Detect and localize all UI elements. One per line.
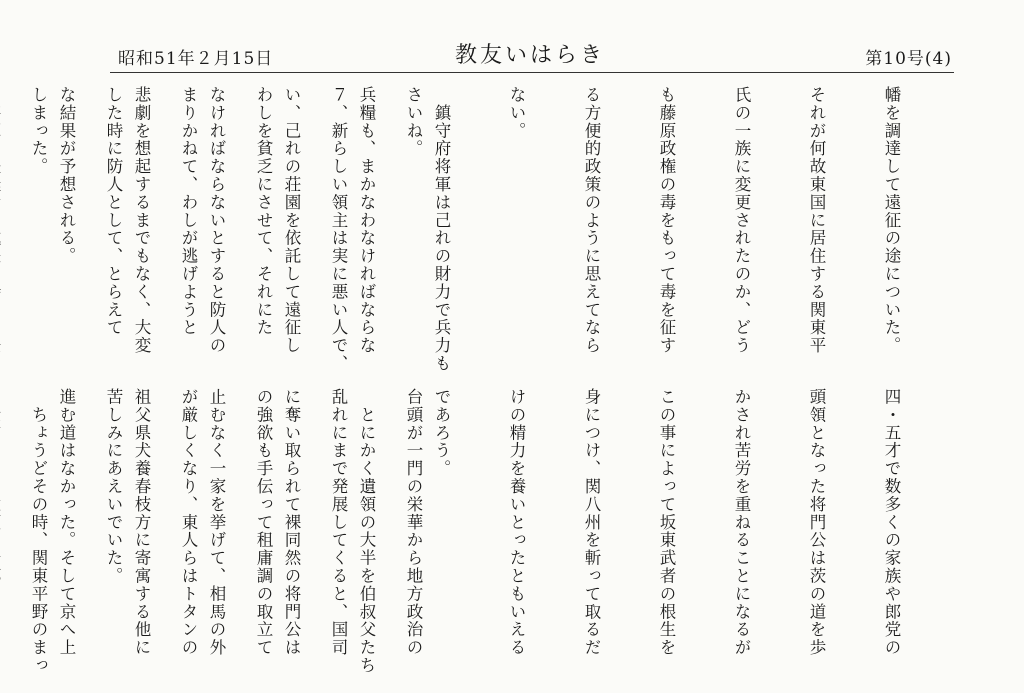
text-block-left-continuation (29, 388, 476, 678)
text-line: さいね。 (404, 86, 423, 158)
text-line: なければならないとすると防人の (207, 86, 226, 355)
issue-date: 昭和51年２月15日 (118, 49, 274, 69)
text-line: わしを貧乏にさせて、それにた (254, 86, 273, 337)
text-line: けの精力を養いとったともいえる (507, 388, 526, 657)
text-block-top-left (29, 86, 476, 376)
text-line: る方便的政策のように思えてなら (582, 86, 601, 355)
text-line: 身につけ、関八州を斬って取るだ (582, 388, 601, 657)
text-line: かされ苦労を重ねることになるが (732, 388, 751, 657)
text-line: この事によって坂東武者の根生を (657, 388, 676, 657)
text-line: な結果が予想される。 (57, 86, 76, 265)
text-line: とにかく遺領の大半を伯叔父たち (357, 388, 376, 675)
text-line: 苦しみにあえいでいた。 (104, 388, 123, 585)
text-line: 兵糧も、まかなわなければならな (357, 86, 376, 355)
text-line: 乱れにまで発展してくると、国司 (329, 388, 348, 657)
text-line: も藤原政権の毒をもって毒を征す (657, 86, 676, 355)
text-line: が厳しくなり、東人らはトタンの (179, 388, 198, 657)
text-line: い、己れの荘園を依託して遠征し (282, 86, 301, 355)
text-line: それが何故東国に居住する関東平 (807, 86, 826, 355)
text-line: 四・五才で数多くの家族や郎党の (882, 388, 901, 657)
text-line: ちょうどその時、関東平野のまっ (29, 388, 48, 675)
text-line: 台頭が一門の栄華から地方政治の (404, 388, 423, 657)
text-line: であろう。 (432, 388, 451, 478)
text-line: 進む道はなかった。そして京へ上 (57, 388, 76, 657)
text-line: 鎮守府将軍は己れの財力で兵力も (432, 86, 451, 373)
header-rule (110, 72, 954, 73)
text-line: 幡を調達して遠征の途についた。 (882, 86, 901, 355)
newsletter-title: 教友いはらき (455, 43, 606, 68)
text-line: 止むなく一家を挙げて、相馬の外 (207, 388, 226, 657)
text-line: まりかねて、わしが逃げようと (179, 86, 198, 337)
text-line: に奪い取られて裸同然の将門公は (282, 388, 301, 657)
text-line: しまった。 (29, 86, 48, 176)
text-line: ない。 (507, 86, 526, 140)
text-line: の強欲も手伝って租庸調の取立て (254, 388, 273, 657)
text-line: 悲劇を想起するまでもなく、大変 (132, 86, 151, 355)
text-line: ７、新らしい領主は実に悪い人で、 (329, 86, 348, 373)
text-line: した時に防人として、とらえて (104, 86, 123, 337)
issue-number: 第10号(4) (865, 49, 952, 69)
text-line: 頭領となった将門公は茨の道を歩 (807, 388, 826, 657)
text-line: 氏の一族に変更されたのか、どう (732, 86, 751, 355)
text-line: 祖父県犬養春枝方に寄寓する他に (132, 388, 151, 657)
